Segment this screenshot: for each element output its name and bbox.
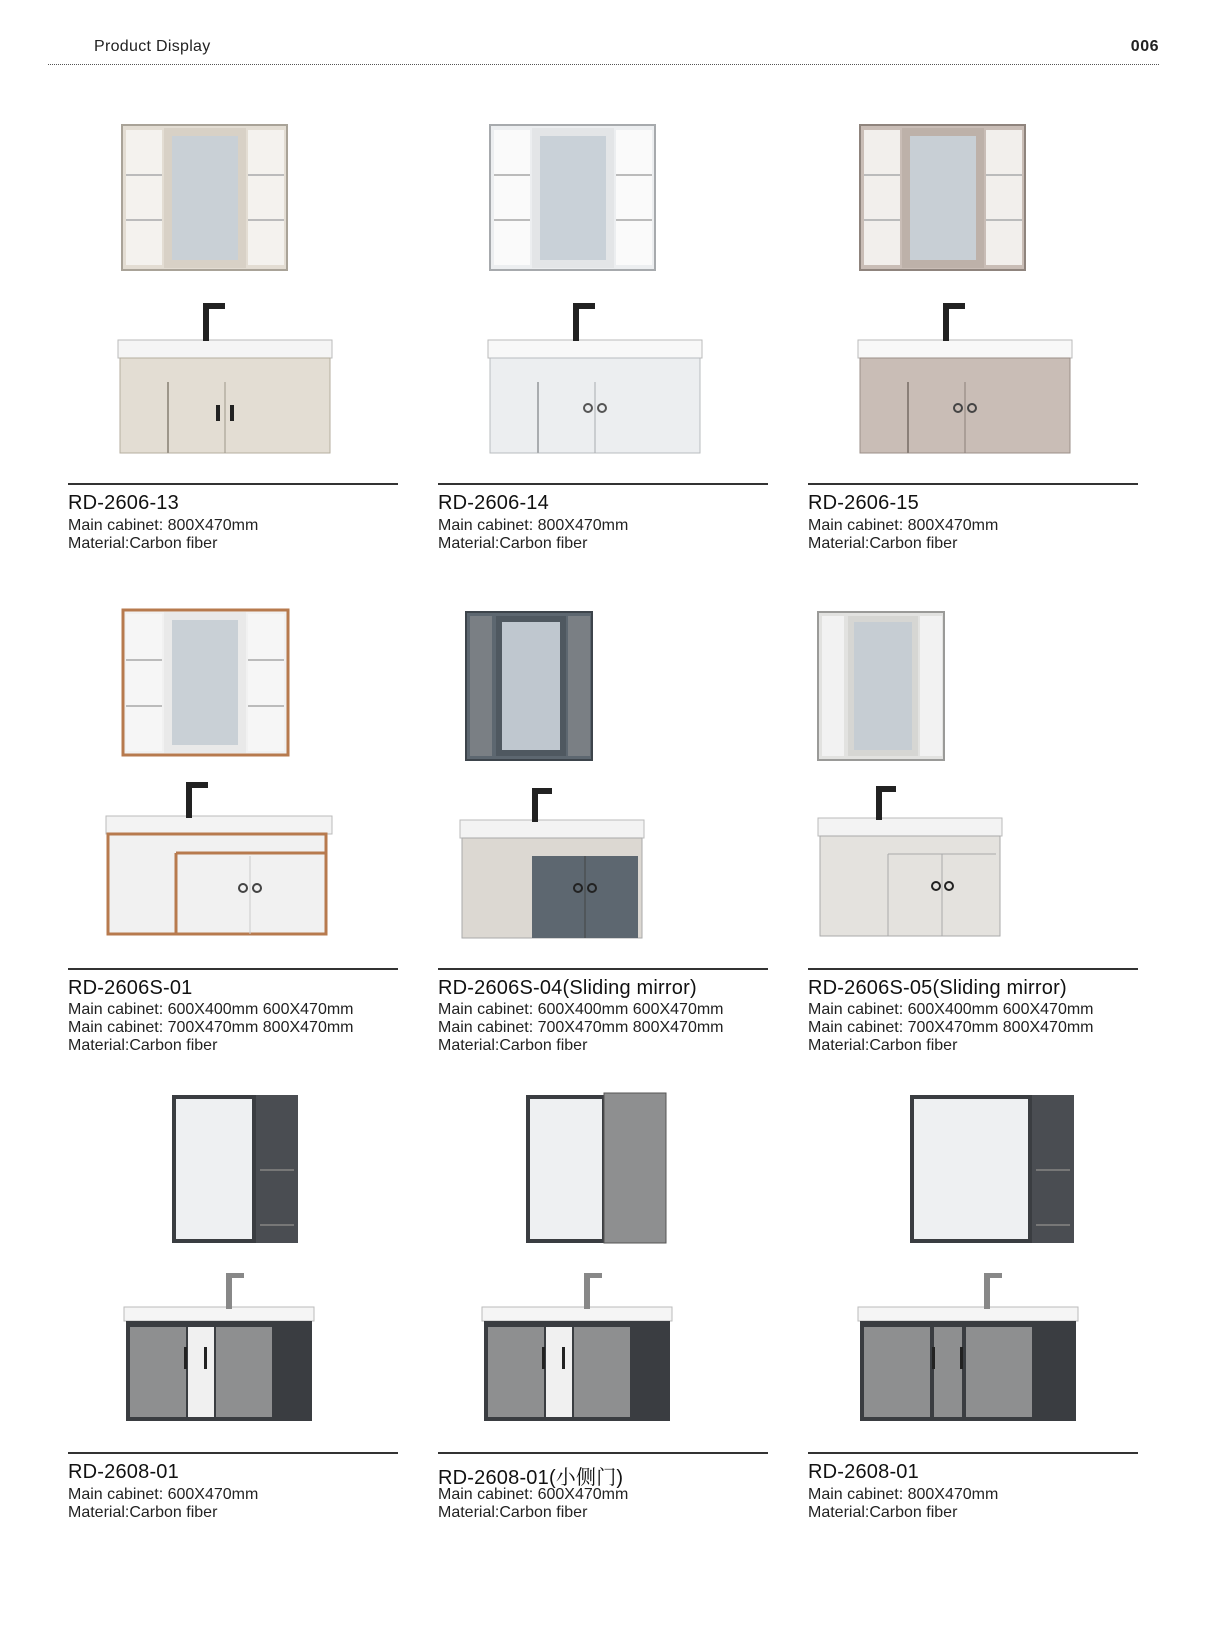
product-spec: Main cabinet: 800X470mm <box>808 1486 999 1503</box>
product-model: RD-2608-01 <box>808 1461 919 1483</box>
product-divider <box>438 968 768 970</box>
product-image-mirror-vanity <box>68 1085 408 1465</box>
product-spec: Material:Carbon fiber <box>68 1504 218 1521</box>
product-spec: Main cabinet: 800X470mm <box>438 517 629 534</box>
product-model: RD-2606S-01 <box>68 977 193 999</box>
product-divider <box>808 968 1138 970</box>
product-spec: Main cabinet: 800X470mm <box>808 517 999 534</box>
product-spec: Material:Carbon fiber <box>808 1037 958 1054</box>
header-divider <box>48 64 1159 65</box>
product-spec: Material:Carbon fiber <box>438 1504 588 1521</box>
product-image-mirror-vanity <box>438 598 778 978</box>
product-model: RD-2606-13 <box>68 492 179 514</box>
product-image-mirror-vanity <box>68 598 408 978</box>
product-divider <box>68 968 398 970</box>
page-header-title: Product Display <box>94 38 211 55</box>
product-model: RD-2606-15 <box>808 492 919 514</box>
product-spec: Main cabinet: 700X470mm 800X470mm <box>68 1019 354 1036</box>
product-spec: Main cabinet: 600X470mm <box>68 1486 259 1503</box>
product-image-mirror-vanity <box>808 598 1148 978</box>
product-model: RD-2606-14 <box>438 492 549 514</box>
product-spec: Main cabinet: 600X400mm 600X470mm <box>808 1001 1094 1018</box>
product-spec: Material:Carbon fiber <box>68 535 218 552</box>
product-spec: Material:Carbon fiber <box>808 1504 958 1521</box>
product-spec: Main cabinet: 600X400mm 600X470mm <box>438 1001 724 1018</box>
product-spec: Main cabinet: 600X400mm 600X470mm <box>68 1001 354 1018</box>
product-divider <box>808 483 1138 485</box>
product-image-mirror-vanity <box>68 110 408 490</box>
product-model: RD-2608-01 <box>68 1461 179 1483</box>
product-spec: Main cabinet: 700X470mm 800X470mm <box>808 1019 1094 1036</box>
page-number: 006 <box>1130 38 1159 55</box>
product-divider <box>438 483 768 485</box>
product-spec: Main cabinet: 700X470mm 800X470mm <box>438 1019 724 1036</box>
product-spec: Material:Carbon fiber <box>68 1037 218 1054</box>
product-spec: Main cabinet: 800X470mm <box>68 517 259 534</box>
product-spec: Material:Carbon fiber <box>438 535 588 552</box>
product-model: RD-2606S-05(Sliding mirror) <box>808 977 1067 999</box>
product-divider <box>68 483 398 485</box>
product-divider <box>438 1452 768 1454</box>
product-spec: Material:Carbon fiber <box>438 1037 588 1054</box>
product-image-mirror-vanity <box>438 110 778 490</box>
product-image-mirror-vanity <box>808 110 1148 490</box>
product-image-mirror-vanity <box>808 1085 1148 1465</box>
product-model: RD-2608-01(小侧门) <box>438 1467 624 1489</box>
product-spec: Main cabinet: 600X470mm <box>438 1486 629 1503</box>
product-spec: Material:Carbon fiber <box>808 535 958 552</box>
product-divider <box>68 1452 398 1454</box>
product-divider <box>808 1452 1138 1454</box>
product-image-mirror-vanity <box>438 1085 778 1465</box>
product-model: RD-2606S-04(Sliding mirror) <box>438 977 697 999</box>
